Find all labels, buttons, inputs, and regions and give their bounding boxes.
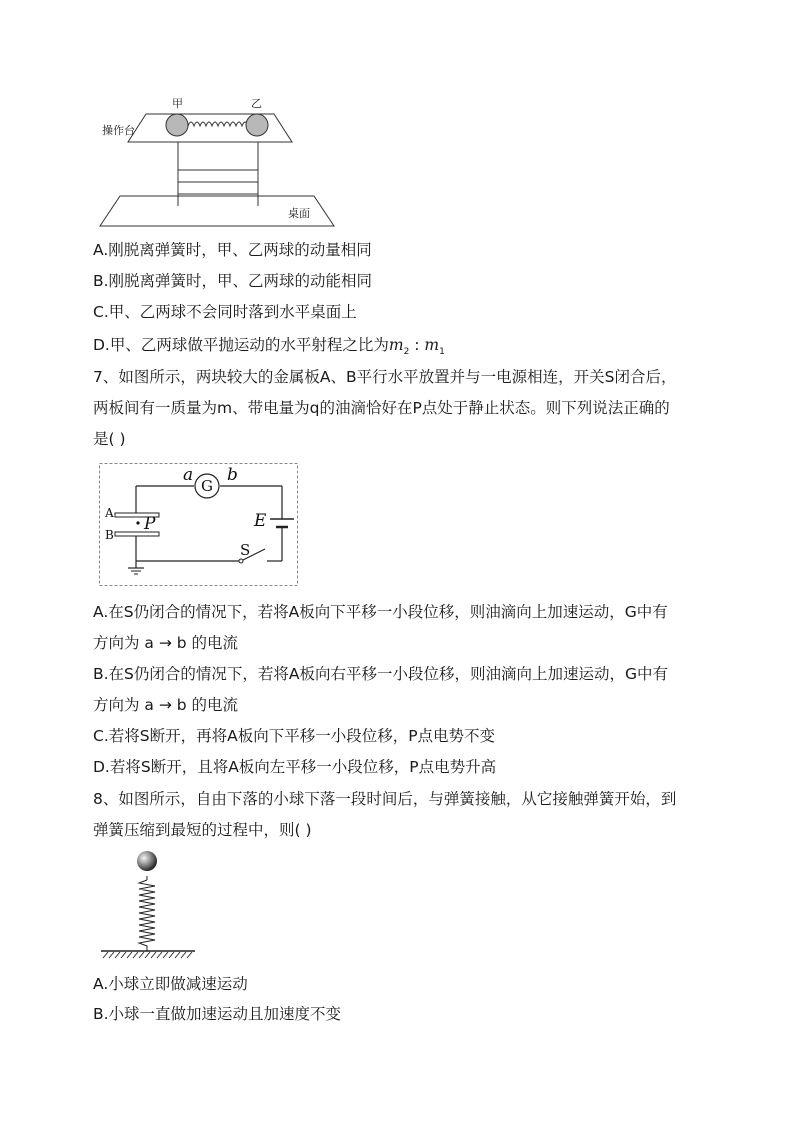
q7-option-a-line2: 方向为 a → b 的电流	[93, 634, 239, 652]
spring-balls-figure	[96, 92, 341, 230]
q7-stem-line1: 7、如图所示，两块较大的金属板A、B平行水平放置并与一电源相连，开关S闭合后，	[93, 368, 677, 386]
ball-yi	[246, 114, 268, 136]
spring	[139, 880, 155, 951]
label-platform: 操作台	[102, 124, 135, 137]
label-S: S	[240, 541, 251, 559]
falling-ball	[137, 851, 157, 871]
label-b: b	[227, 465, 238, 485]
label-P: P	[144, 514, 156, 534]
label-A: A	[105, 506, 114, 520]
label-yi: 乙	[251, 97, 262, 110]
label-a: a	[183, 465, 194, 485]
q7-stem-line3: 是( )	[93, 430, 126, 448]
q7-option-d: D.若将S断开，且将A板向左平移一小段位移，P点电势升高	[93, 758, 497, 776]
q6-option-c: C.甲、乙两球不会同时落到水平桌面上	[93, 303, 357, 321]
ball-spring-figure	[99, 848, 199, 960]
ball-jia	[166, 114, 188, 136]
label-E: E	[254, 511, 267, 531]
q8-option-a: A.小球立即做减速运动	[93, 975, 248, 993]
q7-stem-line2: 两板间有一质量为m、带电量为q的油滴恰好在P点处于静止状态。则下列说法正确的	[93, 399, 670, 417]
q7-option-a-line1: A.在S仍闭合的情况下，若将A板向下平移一小段位移，则油滴向上加速运动，G中有	[93, 603, 668, 621]
q6-option-d: D.甲、乙两球做平抛运动的水平射程之比为$m_2$ : $m_1$	[93, 336, 445, 358]
q7-option-b-line2: 方向为 a → b 的电流	[93, 696, 239, 714]
q8-option-b: B.小球一直做加速运动且加速度不变	[93, 1005, 342, 1023]
q7-option-c: C.若将S断开，再将A板向下平移一小段位移，P点电势不变	[93, 727, 496, 745]
q6-option-a: A.刚脱离弹簧时，甲、乙两球的动量相同	[93, 241, 372, 259]
q8-stem-line2: 弹簧压缩到最短的过程中，则( )	[93, 821, 312, 839]
label-desk: 桌面	[288, 207, 310, 220]
q7-option-b-line1: B.在S仍闭合的情况下，若将A板向右平移一小段位移，则油滴向上加速运动，G中有	[93, 665, 669, 683]
label-jia: 甲	[172, 97, 183, 110]
capacitor-circuit-figure	[99, 463, 299, 587]
label-G: G	[201, 477, 213, 495]
q6-option-b: B.刚脱离弹簧时，甲、乙两球的动能相同	[93, 272, 373, 290]
label-B: B	[105, 528, 114, 542]
q8-stem-line1: 8、如图所示，自由下落的小球下落一段时间后，与弹簧接触，从它接触弹簧开始，到	[93, 790, 677, 808]
